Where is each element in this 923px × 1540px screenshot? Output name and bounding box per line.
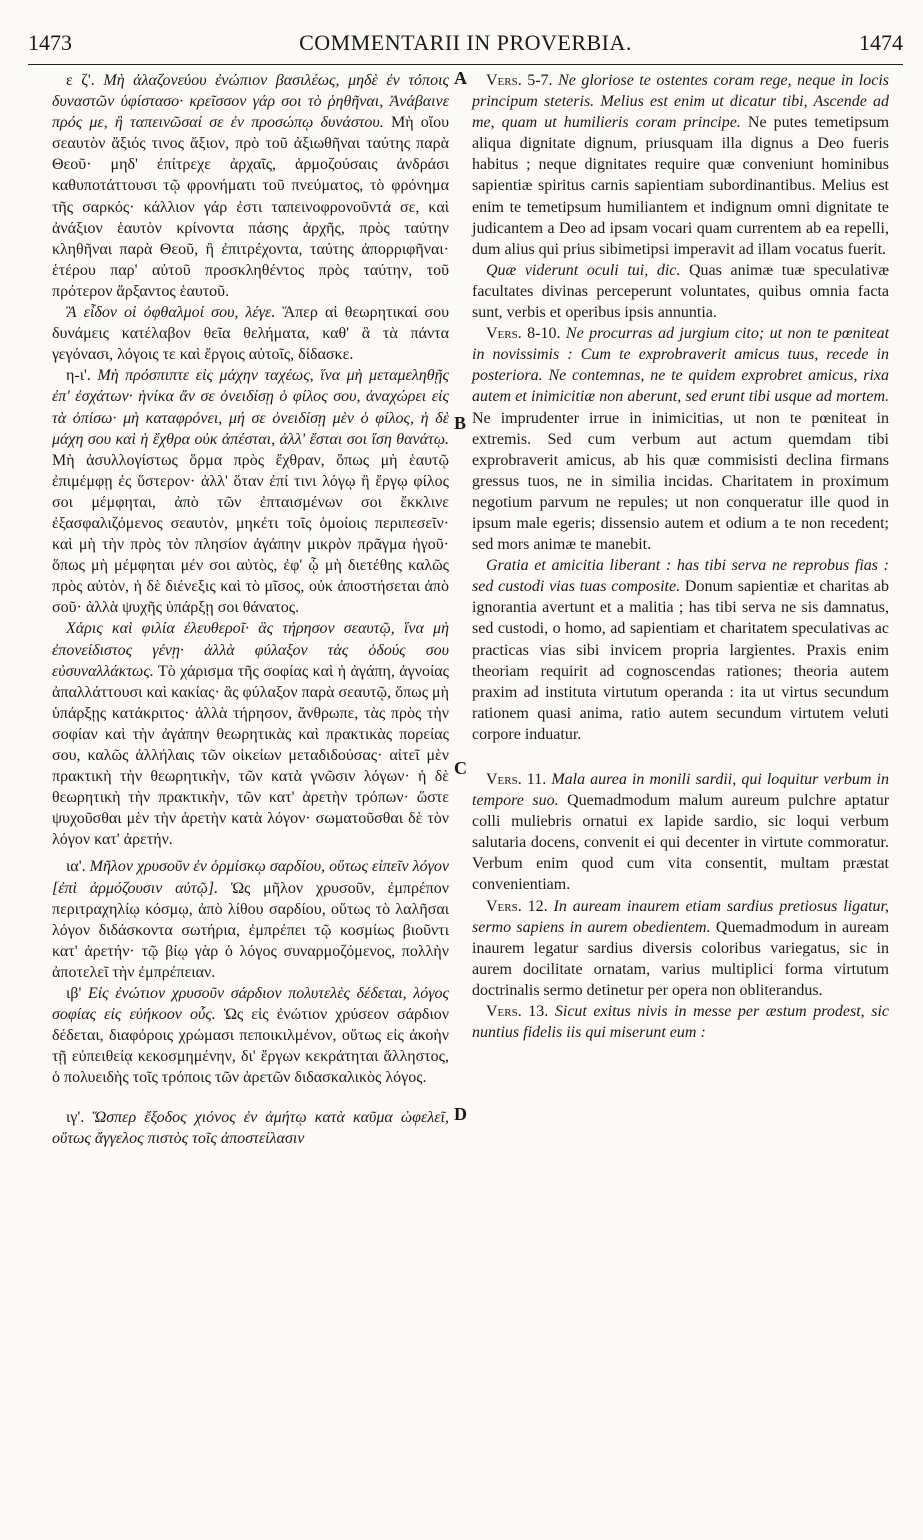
greek-paragraph	[52, 70, 449, 302]
greek-paragraph	[52, 618, 449, 850]
verse-lemma: Μὴ ἀλαζονεύου ἐνώπιον βασιλέως, μηδὲ ἐν τόποις δυναστῶν ὑφίστασο· κρεῖσσον γάρ σοι τὸ ῥηθῆναι, Ἀνάβαινε πρός με, ἢ ταπεινῶσαί σε ἐν προσώπῳ δυνάστου.	[52, 72, 450, 132]
latin-paragraph	[472, 260, 889, 323]
verse-label: η-ι'.	[66, 367, 91, 385]
latin-column	[472, 70, 889, 1043]
greek-paragraph	[52, 856, 449, 983]
commentary-text: Μὴ ἀσυλλογίστως ὅρμα πρὸς ἔχθραν, ὅπως μὴ ἑαυτῷ ἐπιμέμφῃ ἐς ὕστερον· ἀλλ' ὅταν ἐπί τινι λόγῳ ἢ ἔργῳ φίλος σοι μέμφηται, ἀπὸ τῶν ἐπταισμένων σοι ἔκκλινε ἐξασφαλιζόμενος σεαυτὸν, μηκέτι τοῖς ὁμοίοις περιπεσεῖν· καὶ μὴ τὴν πρὸς τὸν πλησίον ἀγάπην μικρὸν πρᾶγμα ἡγοῦ· ὅπως μὴ μέμφηται μέν σοι αὐτὸς, ἐφ' ᾧ μὴ διετέθης καλῶς πρὸς αὐτὸν, ἡ δὲ διένεξις καὶ τὸ μῖσος, οὐκ ἀποστήσεται ἀπὸ σοῦ· ἀλλὰ ψυχῆς ὑπάρξῃ σοι θάνατος.	[52, 451, 449, 617]
commentary-text: Ne putes temetipsum aliqua dignitate dignum, priusquam illa dignus a Deo fueris habitus ; neque dignitates require quæ conveniunt hominibus sapientiæ spiritus carnis sapientiam subordinantibus. Melius est enim te temetipsum humiliantem et indignum omni dignitate te judicantem a Deo ad ipsam vocari quam currentem ab ea repelli, dum alius qui prius sibimetipsi imperavit ad illam vocatus fuerit.	[472, 114, 890, 258]
verse-lemma: Εἰς ἐνώτιον χρυσοῦν σάρδιον πολυτελὲς δέδεται, λόγος σοφίας εἰς εὐήκοον οὖς.	[52, 985, 450, 1024]
verse-label: ια'.	[66, 858, 86, 876]
latin-paragraph	[472, 769, 889, 896]
commentary-text: Ὡς μῆλον χρυσοῦν, ἐμπρέπον περιτραχηλίῳ κόσμῳ, ἀπὸ λίθου σαρδίου, οὕτως τὸ λαλῆσαι λόγον διδάσκοντα σωτήρια, ἐμπρέπει τῷ κοσμίως βιοῦντι κατ' ἀρετήν· τῷ βίῳ γὰρ ὁ λόγος συναρμοζόμενος, πολλὴν ἀποτελεῖ τὴν ἐμπρέπειαν.	[52, 879, 449, 981]
greek-paragraph	[52, 1107, 449, 1149]
greek-column	[52, 70, 449, 1149]
verse-label: ε ζ'.	[66, 72, 95, 89]
page-number-right: 1474	[859, 30, 903, 55]
verse-lemma: Χάρις καὶ φιλία ἐλευθεροῖ· ἃς τήρησον σεαυτῷ, ἵνα μὴ ἐπονείδιστος γένῃ· ἀλλὰ φύλαξον τὰς ὁδούς σου εὐσυναλλάκτως.	[52, 620, 449, 680]
latin-paragraph	[472, 555, 889, 745]
greek-paragraph	[52, 302, 449, 365]
commentary-text: Ne imprudenter irrue in inimicitias, ut non te pœniteat in extremis. Sed cum verbum aut actum quemdam tibi exprobraverit amicus, ab his quæ commisisti declina firmans gressus tuos, ne in similia incidas. Charitatem in proximum negotium parvum ne repules; ut non conqueratur ille quod in ipsum male egeris; dissensio autem et odium a te non recedent; sed mors animæ te manebit.	[472, 409, 889, 554]
latin-paragraph	[472, 1001, 889, 1043]
latin-paragraph	[472, 323, 889, 555]
verse-lemma: Μῆλον χρυσοῦν ἐν ὁρμίσκῳ σαρδίου, οὕτως εἰπεῖν λόγον [ἐπὶ ἁρμόζουσιν αὐτῷ].	[52, 858, 450, 897]
commentary-text: Ἅπερ αἱ θεωρητικαί σου δυνάμεις κατέλαβον θεῖα θελήματα, καθ' ἃ τὰ πάντα γεγόνασι, λόγοις τε καὶ ἔργοις αὐτοῖς, δίδασκε.	[52, 304, 449, 364]
verse-lemma: Quæ viderunt oculi tui, dic.	[486, 261, 681, 279]
greek-paragraph	[52, 983, 449, 1088]
verse-lemma: Mala aurea in monili sardii, qui loquitur verbum in tempore suo.	[472, 771, 890, 810]
verse-lemma: Ἃ εἶδον οἱ ὀφθαλμοί σου, λέγε.	[66, 304, 276, 322]
header-rule	[28, 64, 903, 65]
verse-lemma: Ne procurras ad jurgium cito; ut non te pœniteat in novissimis : Cum te exprobraverit amicus tuus, recede in posteriora. Ne contemnas, ne te quidem exprobret amicus, rixa autem et inimicitiæ non aberunt, sed erunt tibi usque ad mortem.	[472, 325, 890, 406]
commentary-text: Donum sapientiæ et charitas ab ignorantia avertunt et a malitia ; has tibi serva ne sis damnatus, sed custodi, o homo, ad sapientiam et charitatem speculativas ac practicas vias sibi invicem propria largientes. Praxis enim theoriam requirit ad cognoscendas rationes; theoria autem praxim ad instituta virtutum operanda : ita ut virtus secundum rationem quasi anima, ratio autem secundum virtutem veluti corpore induatur.	[472, 578, 889, 743]
section-marker-a: A	[454, 68, 467, 88]
latin-paragraph	[472, 70, 889, 260]
greek-paragraph	[52, 365, 449, 618]
verse-lemma: Sicut exitus nivis in messe per æstum prodest, sic nuntius fidelis iis qui miserunt eum :	[472, 1003, 890, 1042]
verse-lemma: Ne gloriose te ostentes coram rege, neque in locis principum steteris. Melius est enim ut dicatur tibi, Ascende ad me, quam ut humilieris coram principe.	[472, 72, 890, 132]
verse-label: ιβ'	[66, 985, 82, 1003]
commentary-text: Μὴ οἴου σεαυτὸν ἄξιός τινος ἄξιον, πρὸ τοῦ ἀξιωθῆναι ταύτης παρὰ Θεοῦ· μηδ' ἐπίτρεχε ἀρχαῖς, ἁρμοζούσαις ἀνδράσι καθυποτάττουσι τῷ φρονήματι τοῦ πνεύματος, τὸ φρόνημα τῆς σαρκός· κάλλιον γάρ ἐστι ταπεινοφρονοῦντά σε, καὶ ἀνάξιον ἑαυτὸν κρίνοντα πάσης ἀρχῆς, πρὸς ταύτην κληθῆναι παρὰ Θεοῦ, ἢ ἐπιτρέχοντα, ταύτης ἀπορριφῆναι· ἑτέρου παρ' αὐτοῦ προσκληθέντος πρὸς ταύτην, τοῦ πρότερον ἄρξαντος ἑαυτοῦ.	[52, 114, 450, 300]
verse-lemma: Ὥσπερ ἔξοδος χιόνος ἐν ἀμήτῳ κατὰ καῦμα ὠφελεῖ, οὕτως ἄγγελος πιστὸς τοῖς ἀποστείλασιν	[52, 1108, 450, 1147]
commentary-text: Ὡς εἰς ἐνώτιον χρύσεον σάρδιον δέδεται, διαφόροις χρώμασι πεποικιλμένον, οὕτως εἰς ἀκοὴν τῇ εὐπειθείᾳ κεκοσμημένην, δι' ἔργων κεκράτηται ἄλληστος, ὁ πολυειδὴς τοῖς τρόποις τῶν ἀρετῶν διδασκαλικὸς λόγος.	[52, 1006, 450, 1087]
verse-label: Vers. 11.	[486, 771, 547, 788]
verse-label: Vers. 12.	[486, 897, 548, 915]
verse-lemma: In auream inaurem etiam sardius pretiosus ligatur, sermo sapiens in aurem obedientem.	[472, 897, 890, 936]
verse-label: ιγ'.	[66, 1108, 85, 1126]
latin-paragraph	[472, 896, 889, 1001]
section-marker-c: C	[454, 758, 467, 778]
verse-lemma: Gratia et amicitia liberant : has tibi serva ne reprobus fias : sed custodi vias tuas composite.	[472, 557, 889, 596]
verse-lemma: Μὴ πρόσπιπτε εἰς μάχην ταχέως, ἵνα μὴ μεταμεληθῇς ἐπ' ἐσχάτων· ἡνίκα ἄν σε ὀνειδίσῃ ὁ φίλος σου, ἀναχώρει εἰς τὰ ὀπίσω· μὴ καταφρόνει, μή σε ὀνειδίσῃ μὲν ὁ φίλος, ἡ δὲ μάχη σου καὶ ἡ ἔχθρα οὐκ ἀπέσται, ἀλλ' ἔσται σοι ἴση θανάτῳ.	[52, 367, 449, 448]
verse-label: Vers. 5-7.	[486, 72, 553, 89]
page-number-left: 1473	[28, 30, 72, 55]
verse-label: Vers. 13.	[486, 1003, 549, 1021]
running-title: COMMENTARII IN PROVERBIA.	[299, 30, 632, 55]
verse-label: Vers. 8-10.	[486, 325, 561, 343]
commentary-text: Quemadmodum in auream inaurem legatur sardius diversis coloribus variegatus, sic in aurem docilitate ornatam, varius multiplici forma virtutum doctrinalis sermo detinetur per opera non obliterandus.	[472, 918, 890, 999]
commentary-text: Quas animæ tuæ speculativæ facultates divinas perceperunt voluntates, quibus omnia facta sunt, verbis et operibus ipsis annuntia.	[472, 261, 890, 322]
commentary-text: Τὸ χάρισμα τῆς σοφίας καὶ ἡ ἀγάπη, ἀγνοίας ἀπαλλάττουσι καὶ κακίας· ἃς φύλαξον παρὰ σεαυτῷ, ὅπως μὴ ὑπάρξῃς κατάκριτος· ἀλλὰ τήρησον, ἄνθρωπε, τὰς πρὸς τὴν σοφίαν καὶ τὴν ἀγάπην θεωρητικὰς καὶ πρακτικὰς πορείας σου, καλῶς ἀλλήλαις τῶν οἰκείων μεταδιδούσας· αἰτεῖ μὲν πρακτικὴ τὴν θεωρητικὴν, τῶν κατὰ γνῶσιν λόγων· ἡ δὲ θεωρητικὴ τὴν πρακτικὴν, τῶν κατ' ἀρετὴν τρόπων· ὥστε ψυχοῦσθαι μὲν τὴν ἀρετὴν κατὰ λόγον· σωματοῦσθαι δὲ τὸν λόγον κατ' ἀρετήν.	[52, 662, 449, 849]
commentary-text: Quemadmodum malum aureum pulchre aptatur colli muliebris ornatui ex lapide sardio, sic loqui verbum salutaria docens, convenit ei qui decenter in virtute commoratur. Verbum enim quod cum vita consentit, multam præstat convenientiam.	[472, 792, 890, 894]
section-marker-b: B	[454, 413, 467, 433]
running-header	[28, 30, 903, 66]
section-marker-d: D	[454, 1104, 467, 1124]
